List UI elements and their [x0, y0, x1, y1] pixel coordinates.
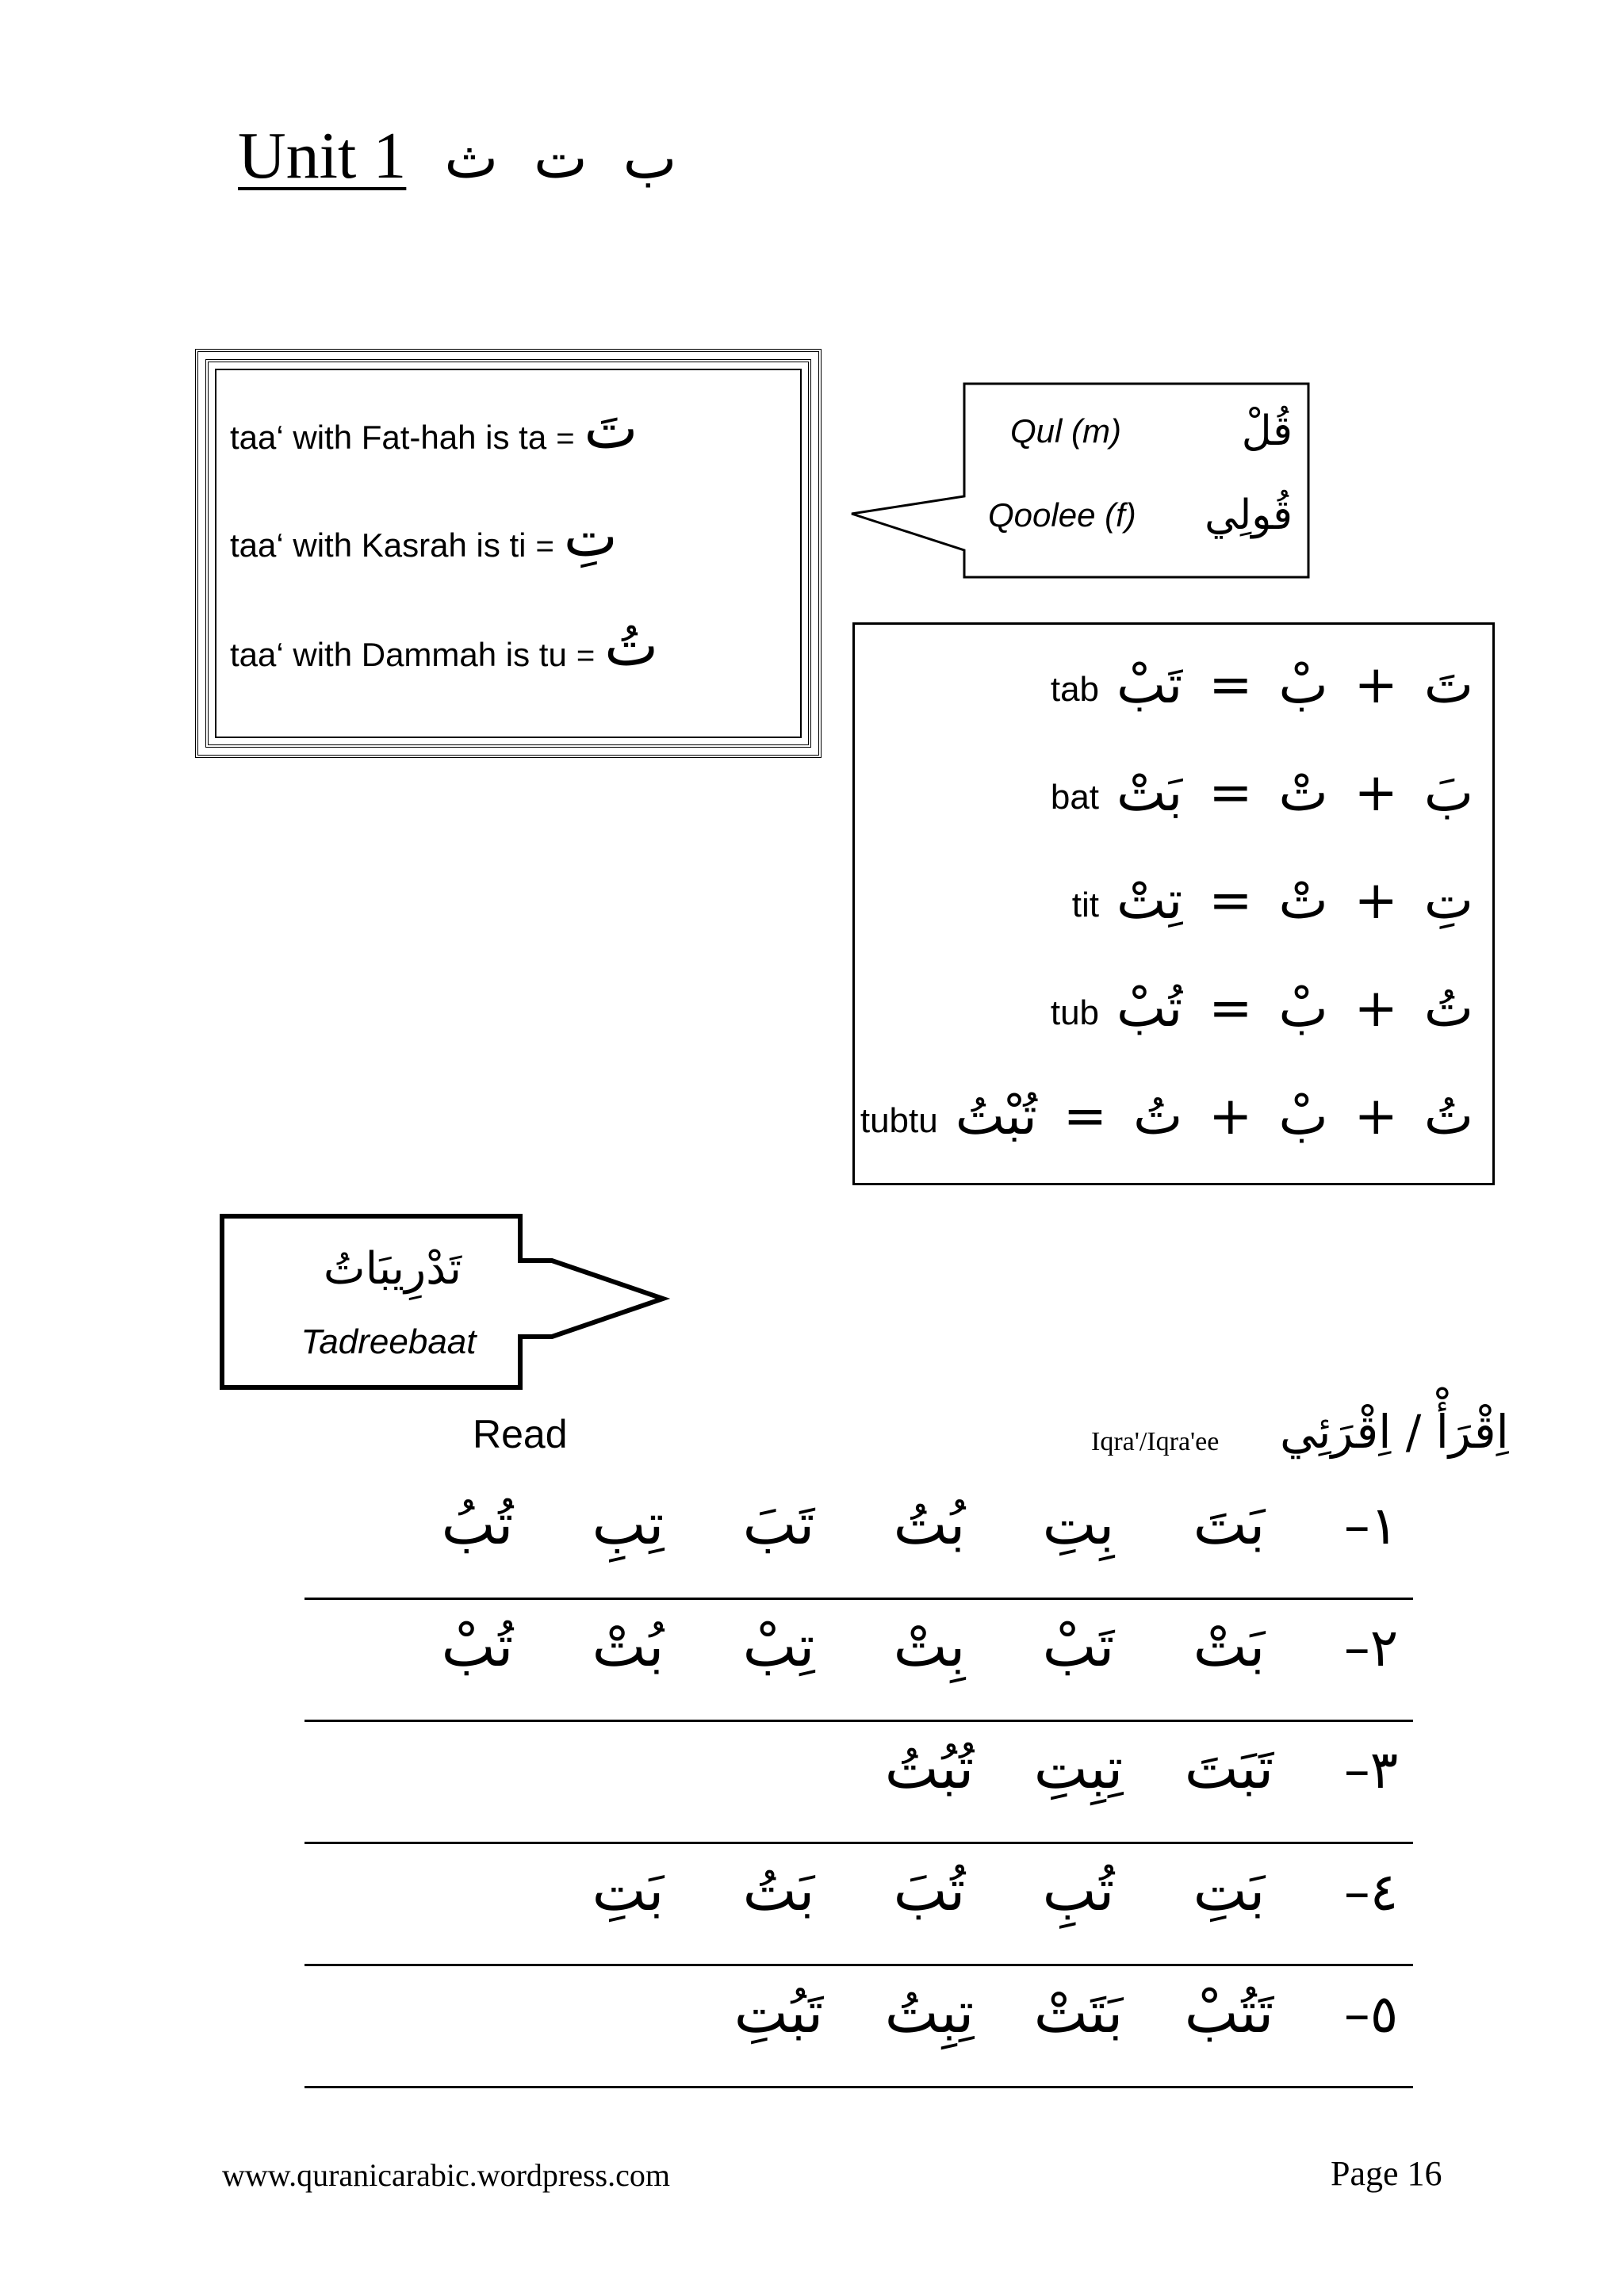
exercise-word: تُبَ	[893, 1857, 966, 1923]
exercise-word: تُبِ	[1042, 1857, 1115, 1923]
exercise-row-3	[304, 1722, 1413, 1844]
combination-arabic: تِ + تْ = تِتْ	[1116, 870, 1473, 931]
exercise-word: بَتُ	[742, 1857, 815, 1923]
exercise-word: بُتْ	[592, 1613, 665, 1679]
bubble-arabic: قُولِي	[1205, 492, 1293, 539]
equals-sign: =	[556, 421, 575, 456]
exercise-number: ١–	[1343, 1495, 1399, 1556]
tadreebaat-arrow	[219, 1213, 679, 1395]
equals-sign: =	[576, 638, 596, 673]
combination-arabic: تَ + بْ = تَبْ	[1116, 654, 1473, 715]
combination-arabic: تُ + بْ = تُبْ	[1116, 978, 1473, 1039]
exercise-word: بَتَتْ	[1033, 1979, 1124, 2045]
letter-combination-box	[852, 622, 1495, 1185]
exercise-word: تِبِتِ	[1033, 1735, 1124, 1801]
rule-text: taa‘ with Fat-hah is ta	[230, 419, 547, 456]
exercise-word: بِتْ	[893, 1613, 966, 1679]
row-divider	[304, 2086, 1413, 2088]
unit-letters: ب ت ث	[444, 124, 677, 191]
rule-arabic: تِ	[563, 503, 618, 569]
combination-row	[1051, 656, 1473, 714]
rule-kasrah	[230, 503, 618, 569]
exercise-word: تِبِ	[592, 1490, 665, 1557]
rule-dammah	[230, 612, 658, 679]
exercise-word: بَتْ	[1193, 1613, 1266, 1679]
exercise-word: تَبُتِ	[733, 1979, 824, 2045]
exercise-word: تِبِتُ	[884, 1979, 975, 2045]
exercise-word: تِبْ	[742, 1613, 815, 1679]
combination-translit: tub	[1050, 993, 1100, 1032]
combination-row	[1072, 872, 1473, 930]
exercise-number: ٢–	[1343, 1617, 1399, 1678]
exercise-word: تَبَ	[742, 1490, 815, 1557]
combination-translit: tit	[1071, 885, 1100, 924]
bubble-line-masculine	[1010, 408, 1293, 455]
combination-translit: tubtu	[860, 1100, 938, 1140]
combination-row	[860, 1085, 1473, 1146]
exercise-row-4	[304, 1844, 1413, 1966]
exercise-number: ٤–	[1343, 1862, 1399, 1923]
exercise-word: بَتِ	[592, 1857, 665, 1923]
combination-arabic: تُ + بْ + تُ = تُبْتُ	[955, 1085, 1473, 1146]
exercise-word: تَبْ	[1042, 1613, 1115, 1679]
exercise-word: تُبُ	[441, 1490, 514, 1557]
bubble-translit: Qoolee (f)	[988, 496, 1136, 534]
exercise-word: بَتَ	[1193, 1490, 1266, 1557]
exercise-row-1	[304, 1478, 1413, 1600]
combination-translit: bat	[1050, 777, 1100, 817]
bubble-line-feminine	[988, 492, 1293, 539]
tadreebaat-label: Tadreebaat	[301, 1322, 477, 1361]
read-label: Read	[473, 1412, 568, 1456]
exercise-row-2	[304, 1600, 1413, 1722]
combination-row	[1051, 764, 1473, 822]
rule-arabic: تُ	[604, 612, 658, 679]
rule-fathah	[230, 395, 638, 461]
bubble-arabic: قُلْ	[1241, 408, 1293, 455]
exercise-word: تَبَتَ	[1184, 1735, 1274, 1801]
combination-row	[1051, 980, 1473, 1038]
read-translit: Iqra'/Iqra'ee	[1091, 1427, 1220, 1456]
unit-label: Unit 1	[238, 119, 407, 193]
exercise-word: بِتِ	[1042, 1490, 1115, 1557]
combination-arabic: بَ + تْ = بَتْ	[1116, 762, 1473, 823]
equals-sign: =	[535, 529, 554, 564]
exercise-word: بَتِ	[1193, 1857, 1266, 1923]
exercise-word: تُبْ	[441, 1613, 514, 1679]
rule-text: taa‘ with Dammah is tu	[230, 636, 567, 673]
exercise-word: تَتُبْ	[1184, 1979, 1274, 2045]
exercise-number: ٥–	[1343, 1984, 1399, 2045]
rule-text: taa‘ with Kasrah is ti	[230, 526, 527, 564]
bubble-translit: Qul (m)	[1010, 412, 1121, 450]
page-title	[238, 117, 676, 194]
exercise-row-5	[304, 1966, 1413, 2088]
exercise-word: بُتُ	[893, 1490, 966, 1557]
combination-translit: tab	[1050, 669, 1100, 709]
exercise-word: تُبُتُ	[884, 1735, 975, 1801]
page-number: Page 16	[1331, 2154, 1442, 2193]
tadreebaat-arabic: تَدْرِيبَاتُ	[323, 1243, 462, 1295]
rule-arabic: تَ	[584, 395, 638, 461]
exercise-number: ٣–	[1343, 1739, 1399, 1800]
read-arabic: اِقْرَأْ / اِقْرَئِي	[1280, 1405, 1509, 1459]
footer-url: www.quranicarabic.wordpress.com	[222, 2157, 670, 2193]
